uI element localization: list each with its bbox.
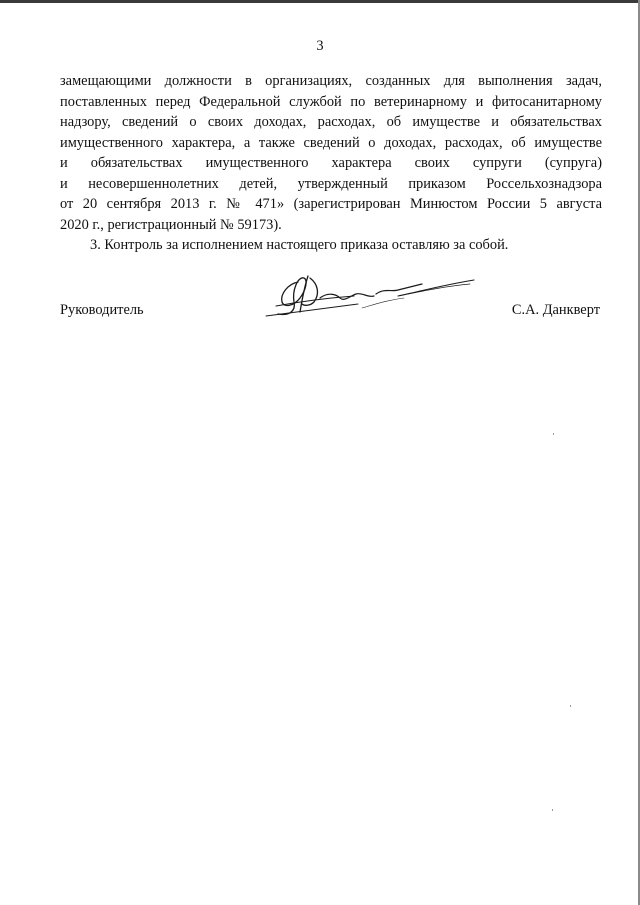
paragraph-line: имущественного характера, а также сведений о доходах, расходах, об имуществе (60, 134, 602, 151)
position-title: Руководитель (60, 302, 144, 318)
paragraph-line: поставленных перед Федеральной службой по ветеринарному и фитосанитарному (60, 93, 602, 110)
page-number: 3 (316, 38, 324, 54)
scan-speck (553, 433, 554, 435)
paragraph-3: 3. Контроль за исполнением настоящего приказа оставляю за собой. (90, 237, 509, 253)
paragraph-line: и несовершеннолетних детей, утвержденный приказом Россельхознадзора (60, 175, 602, 192)
signatory-name: С.А. Данкверт (511, 302, 600, 318)
scan-top-edge (0, 0, 640, 3)
paragraph-line: замещающими должности в организациях, созданных для выполнения задач, (60, 73, 602, 89)
paragraph-line: и обязательствах имущественного характера своих супруги (супруга) (60, 155, 602, 171)
paragraph-line: 2020 г., регистрационный № 59173). (60, 216, 282, 233)
paragraph-line: от 20 сентября 2013 г. № 471» (зарегистрирован Минюстом России 5 августа (60, 196, 602, 212)
scan-speck (552, 809, 553, 811)
scan-speck (570, 705, 571, 707)
paragraph-line: надзору, сведений о своих доходах, расходах, об имуществе и обязательствах (60, 114, 602, 130)
handwritten-signature (258, 272, 480, 324)
document-body (60, 71, 602, 256)
